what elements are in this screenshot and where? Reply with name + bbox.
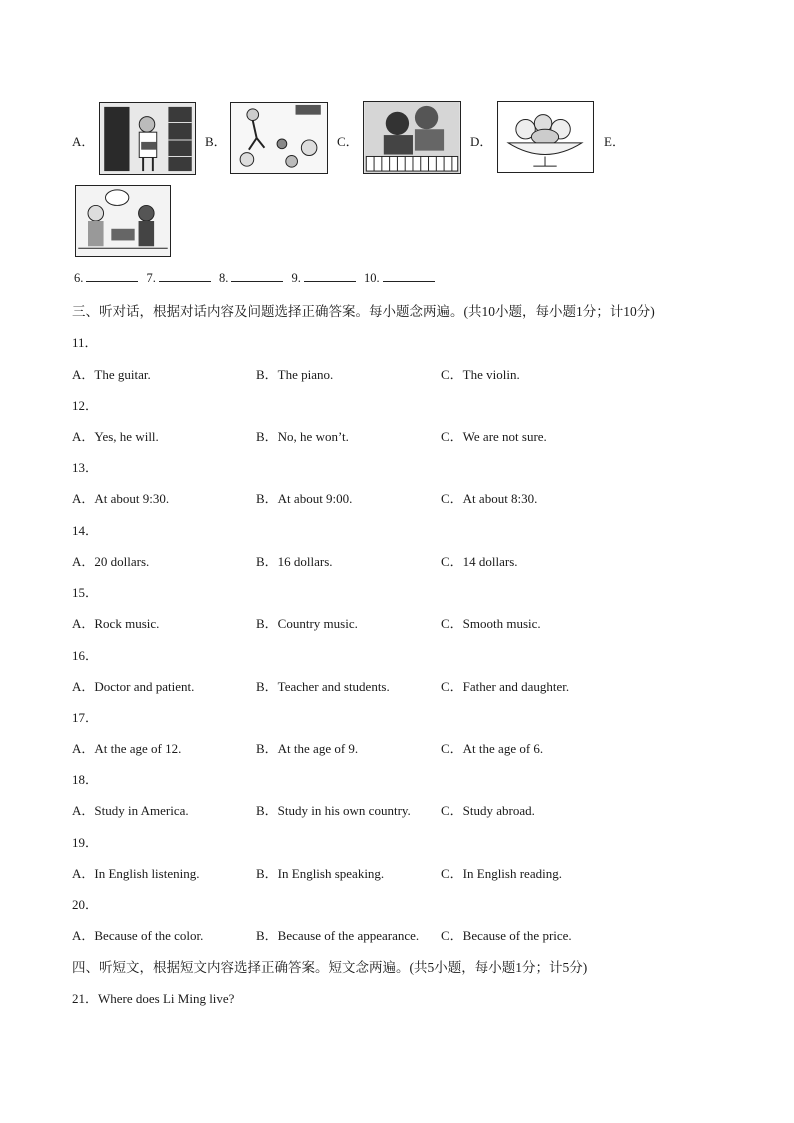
- option-a[interactable]: A．Doctor and patient.: [72, 679, 195, 694]
- option-c[interactable]: C．At the age of 6.: [441, 741, 544, 756]
- blank-label-10: 10.: [364, 271, 380, 285]
- picture-label-d: D．: [470, 134, 493, 149]
- answer-blank-10[interactable]: [383, 270, 435, 282]
- boy-library-picture: [99, 102, 196, 175]
- option-a[interactable]: A．The guitar.: [72, 367, 151, 382]
- option-c[interactable]: C．In English reading.: [441, 866, 562, 881]
- option-b[interactable]: B．In English speaking.: [256, 866, 385, 881]
- option-b[interactable]: B．At the age of 9.: [256, 741, 359, 756]
- question-21: 21．Where does Li Ming live?: [72, 991, 235, 1006]
- option-b[interactable]: B．Teacher and students.: [256, 679, 390, 694]
- option-a[interactable]: A．Because of the color.: [72, 928, 204, 943]
- question-number: 17．: [72, 710, 99, 725]
- picture-label-c: C．: [337, 134, 359, 149]
- option-c[interactable]: C．Because of the price.: [441, 928, 572, 943]
- question-number: 12．: [72, 398, 99, 413]
- fruit-bowl-picture: [497, 101, 594, 173]
- picture-label-a: A．: [72, 134, 95, 149]
- picture-label-b: B．: [205, 134, 227, 149]
- option-c[interactable]: C．Study abroad.: [441, 803, 535, 818]
- answer-blank-9[interactable]: [304, 270, 356, 282]
- blank-label-8: 8.: [219, 271, 229, 285]
- option-a[interactable]: A．Study in America.: [72, 803, 189, 818]
- option-a[interactable]: A．20 dollars.: [72, 554, 150, 569]
- option-b[interactable]: B．Country music.: [256, 616, 358, 631]
- option-c[interactable]: C．The violin.: [441, 367, 520, 382]
- question-number: 14．: [72, 523, 99, 538]
- option-a[interactable]: A．At about 9:30.: [72, 491, 170, 506]
- answer-blank-8[interactable]: [231, 270, 283, 282]
- question-number: 20．: [72, 897, 99, 912]
- option-b[interactable]: B．No, he won’t.: [256, 429, 349, 444]
- answer-blank-6[interactable]: [86, 270, 138, 282]
- answer-blanks-row: [72, 270, 438, 286]
- option-b[interactable]: B．Because of the appearance.: [256, 928, 420, 943]
- people-talking-picture: [75, 185, 171, 257]
- option-c[interactable]: C．We are not sure.: [441, 429, 547, 444]
- option-b[interactable]: B．At about 9:00.: [256, 491, 353, 506]
- question-number: 18．: [72, 772, 99, 787]
- answer-blank-7[interactable]: [159, 270, 211, 282]
- picture-label-e: E．: [604, 134, 625, 149]
- question-number: 16．: [72, 648, 99, 663]
- children-playing-ball-picture: [230, 102, 328, 174]
- question-number: 13．: [72, 460, 99, 475]
- question-number: 15．: [72, 585, 99, 600]
- option-a[interactable]: A．At the age of 12.: [72, 741, 182, 756]
- blank-label-9: 9.: [291, 271, 301, 285]
- question-number: 11．: [72, 335, 98, 350]
- option-a[interactable]: A．In English listening.: [72, 866, 200, 881]
- option-c[interactable]: C．Smooth music.: [441, 616, 541, 631]
- section-3-heading: 三、听对话，根据对话内容及问题选择正确答案。每小题念两遍。(共10小题，每小题1分；计10分): [72, 304, 655, 319]
- option-b[interactable]: B．16 dollars.: [256, 554, 333, 569]
- girls-piano-picture: [363, 101, 461, 174]
- blank-label-6: 6.: [74, 271, 84, 285]
- option-c[interactable]: C．14 dollars.: [441, 554, 518, 569]
- option-c[interactable]: C．At about 8:30.: [441, 491, 538, 506]
- option-a[interactable]: A．Rock music.: [72, 616, 160, 631]
- option-a[interactable]: A．Yes, he will.: [72, 429, 159, 444]
- option-c[interactable]: C．Father and daughter.: [441, 679, 570, 694]
- question-number: 19．: [72, 835, 99, 850]
- section-4-heading: 四、听短文，根据短文内容选择正确答案。短文念两遍。(共5小题，每小题1分；计5分): [72, 960, 588, 975]
- blank-label-7: 7.: [146, 271, 156, 285]
- option-b[interactable]: B．The piano.: [256, 367, 334, 382]
- option-b[interactable]: B．Study in his own country.: [256, 803, 411, 818]
